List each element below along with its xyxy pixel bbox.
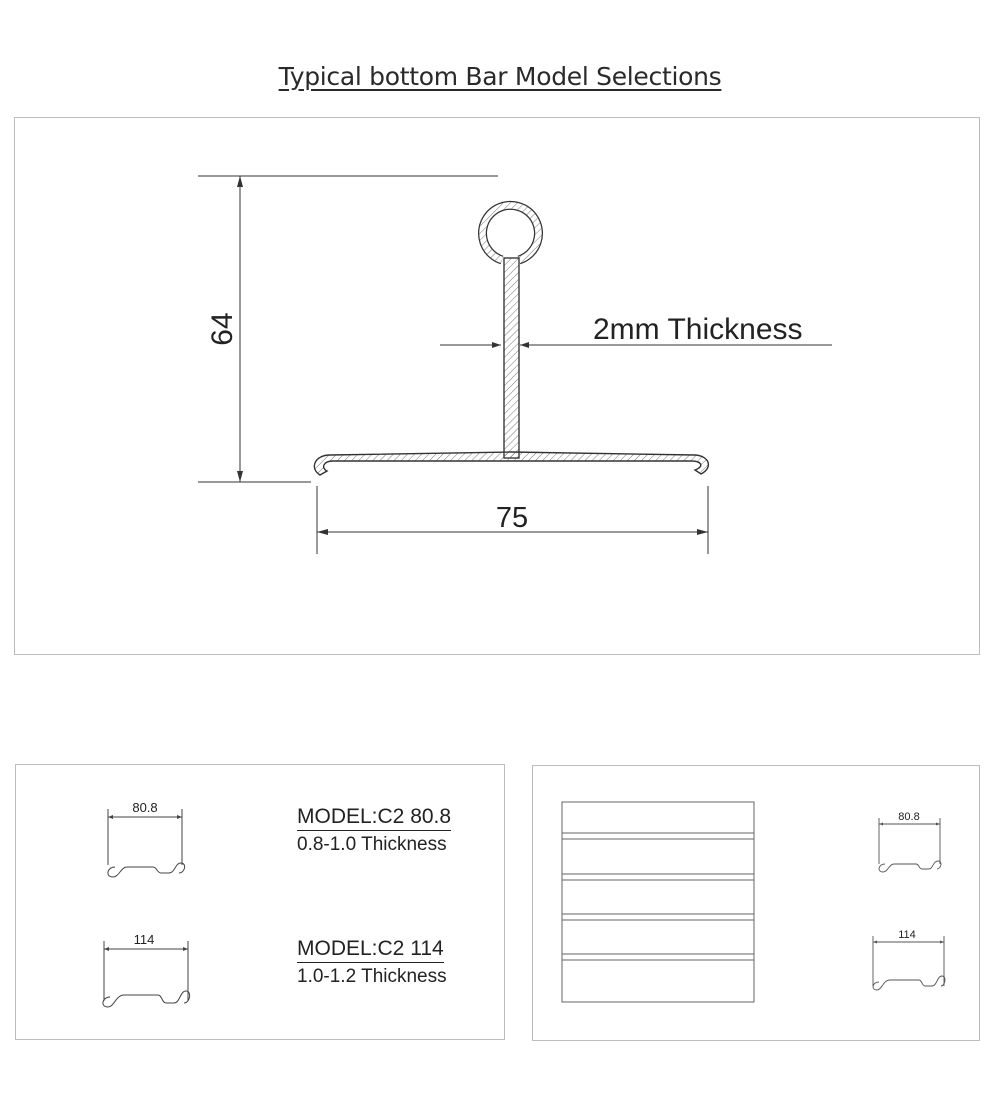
model-list-panel (15, 764, 505, 1040)
page-title: Typical bottom Bar Model Selections (278, 62, 722, 91)
right-profile-114-icon (867, 926, 952, 996)
model-c2-114-name: MODEL:C2 114 (297, 937, 444, 963)
base-flange-profile (314, 452, 708, 475)
model-c2-114-profile-dim: 114 (133, 932, 155, 947)
model-c2-80-8-name: MODEL:C2 80.8 (297, 805, 451, 831)
model-c2-80-8-profile-icon (101, 795, 191, 885)
slat-assembly-panel (532, 765, 980, 1041)
height-arrow-bottom (237, 471, 243, 482)
thickness-label: 2mm Thickness (593, 313, 803, 346)
thickness-arrow-left (492, 342, 501, 348)
thickness-arrow-right (520, 342, 529, 348)
right-profile-114-dim: 114 (898, 929, 916, 941)
width-arrow-right (697, 529, 708, 535)
height-arrow-top (237, 176, 243, 187)
model-c2-114-thickness: 1.0-1.2 Thickness (297, 966, 447, 987)
right-profile-80-8-dim: 80.8 (898, 811, 920, 823)
bottom-bar-cross-section-drawing (15, 118, 981, 656)
right-profile-80-8-icon (873, 806, 948, 876)
model-c2-80-8-thickness: 0.8-1.0 Thickness (297, 834, 447, 855)
main-drawing-panel (14, 117, 980, 655)
model-c2-80-8-profile-dim: 80.8 (132, 800, 158, 815)
width-arrow-left (317, 529, 328, 535)
model-c2-114-profile-icon (96, 927, 196, 1017)
stem-profile (504, 258, 519, 458)
width-dimension-label: 75 (495, 502, 529, 534)
height-dimension-label: 64 (206, 312, 239, 346)
slat-stack-illustration (561, 801, 757, 1005)
